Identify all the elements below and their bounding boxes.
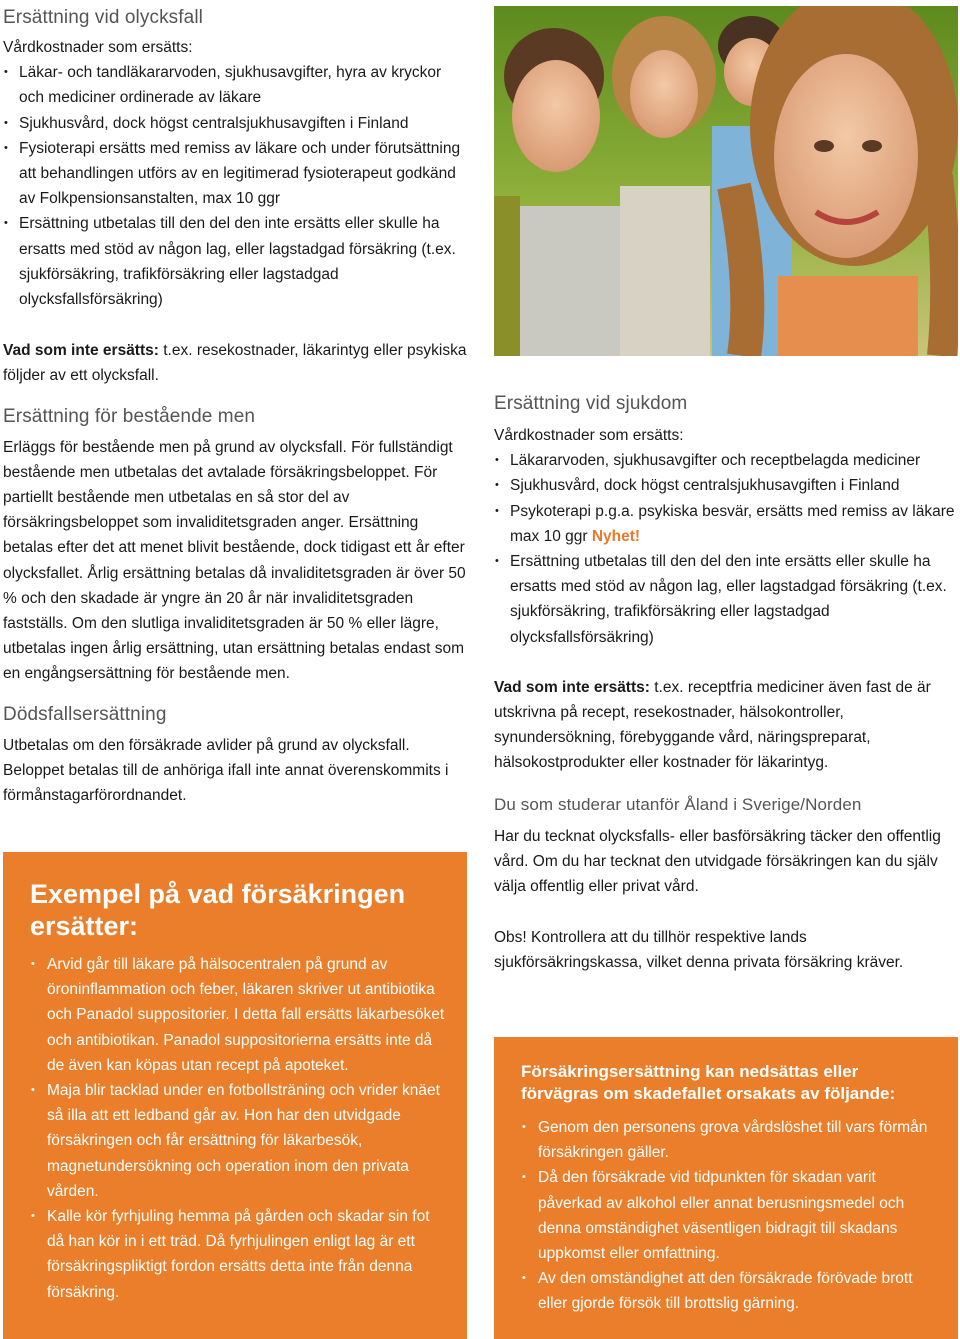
list-item-text: Psykoterapi p.g.a. psykiska besvär, ersätts med remiss av läkare max 10 ggr xyxy=(510,502,955,545)
not-covered-text: t.ex. resekostnader, läkarintyg eller psykiska följder av ett olycksfall. xyxy=(3,342,467,385)
dodsfall-heading: Dödsfallsersättning xyxy=(3,703,167,725)
list-item: • Arvid går till läkare på hälsocentralen på grund av öroninflammation och feber, läkaren skriver ut antibiotika och Panadol suppositorier. I detta fall ersätts läkarbesöket och antibiotikan. Panadol suppositorierna ersätts inte då de även kan köpas utan recept på apoteket. xyxy=(30,952,445,1078)
olycksfall-not-covered xyxy=(3,338,469,388)
list-item: • Läkar- och tandläkararvoden, sjukhusavgifter, hyra av kryckor och mediciner ordinerade av läkare xyxy=(3,60,469,110)
list-item: • Kalle kör fyrhjuling hemma på gården och skadar sin fot då han kör in i ett träd. Då fyrhjulingen enligt lag är ett försäkringspliktigt fordon ersätts detta inte från denna försäkring. xyxy=(30,1204,445,1305)
reduction-box xyxy=(494,1037,958,1339)
left-column xyxy=(3,6,469,808)
list-item xyxy=(494,499,956,549)
olycksfall-list xyxy=(3,60,469,312)
sjukdom-intro: Vårdkostnader som ersätts: xyxy=(494,427,684,444)
not-covered-label: Vad som inte ersätts: xyxy=(3,342,159,360)
list-item: • Ersättning utbetalas till den del den inte ersätts eller skulle ha ersatts med stöd av någon lag, eller lagstadgad försäkring (t.ex. sjukförsäkring, trafikförsäkring eller lagstadgad olycksfallsförsäkring) xyxy=(3,211,469,312)
right-column xyxy=(494,392,956,976)
example-heading: Exempel på vad försäkringen ersätter: xyxy=(30,879,406,941)
example-list xyxy=(30,952,445,1305)
reduction-list xyxy=(521,1115,938,1317)
bestaende-heading: Ersättning för bestående men xyxy=(3,405,256,427)
not-covered-text: t.ex. receptfria mediciner även fast de är utskrivna på recept, resekostnader, hälsokontroller, synundersökning, förebyggande vård, näringspreparat, hälsokostprodukter eller kostnader för läkarintyg. xyxy=(494,678,931,772)
list-item: • Läkararvoden, sjukhusavgifter och receptbelagda mediciner xyxy=(494,448,956,473)
utanfor-text: Har du tecknat olycksfalls- eller basförsäkring täcker den offentlig vård. Om du har tecknat den utvidgade försäkringen kan du själv välja offentlig eller privat vård. xyxy=(494,827,941,896)
list-item: • Sjukhusvård, dock högst centralsjukhusavgiften i Finland xyxy=(494,473,956,498)
bestaende-text: Erläggs för bestående men på grund av olycksfall. För fullständigt bestående men utbetalas det avtalade försäkringsbeloppet. För partiellt bestående men utbetalas en så stor del av försäkringsbeloppet som invaliditetsgraden anger. Ersättning betalas efter det att menet blivit bestående, dock tidigast ett år efter olycksfallet. Årlig ersättning betalas då invaliditetsgraden är över 50 % och den skadade är yngre än 20 år när invaliditetsgraden fastställs. Om den slutliga invaliditetsgraden är 50 % eller lägre, utbetalas ingen årlig ersättning, utan ersättning betalas endast som en engångsersättning för bestående men. xyxy=(3,438,466,683)
new-badge: Nyhet! xyxy=(591,527,641,545)
list-item: • Fysioterapi ersätts med remiss av läkare och under förutsättning att behandlingen utförs av en legitimerad fysioterapeut godkänd av Folkpensionsanstalten, max 10 ggr xyxy=(3,136,469,212)
olycksfall-intro: Vårdkostnader som ersätts: xyxy=(3,39,193,56)
utanfor-heading: Du som studerar utanför Åland i Sverige/Norden xyxy=(494,794,862,814)
dodsfall-text: Utbetalas om den försäkrade avlider på grund av olycksfall. Beloppet betalas till de anhöriga ifall inte annat överenskommits i förmånstagarförordnandet. xyxy=(3,736,449,805)
list-item: • Genom den personens grova vårdslöshet till vars förmån försäkringen gäller. xyxy=(521,1115,938,1165)
sjukdom-list xyxy=(494,448,956,650)
sjukdom-heading: Ersättning vid sjukdom xyxy=(494,393,688,414)
obs-note: Obs! Kontrollera att du tillhör respektive lands sjukförsäkringskassa, vilket denna privata försäkring kräver. xyxy=(494,929,904,972)
list-item: • Ersättning utbetalas till den del den inte ersätts eller skulle ha ersatts med stöd av någon lag, eller lagstadgad försäkring (t.ex. sjukförsäkring, trafikförsäkring eller lagstadgad olycksfallsförsäkring) xyxy=(494,549,956,650)
olycksfall-heading: Ersättning vid olycksfall xyxy=(3,7,203,28)
list-item: • Då den försäkrade vid tidpunkten för skadan varit påverkad av alkohol eller annat berusningsmedel och denna omständighet väsentligen bidragit till skadans uppkomst eller omfattning. xyxy=(521,1165,938,1266)
list-item: • Av den omständighet att den försäkrade förövade brott eller gjorde försök till brottslig gärning. xyxy=(521,1266,938,1316)
students-photo xyxy=(494,6,958,356)
list-item: • Maja blir tacklad under en fotbollsträning och vrider knäet så illa att ett ledband går av. Hon har den utvidgade försäkringen och får ersättning för läkarbesök, magnetundersökning och operation inom den privata vården. xyxy=(30,1078,445,1204)
example-box xyxy=(3,852,467,1339)
list-item: • Sjukhusvård, dock högst centralsjukhusavgiften i Finland xyxy=(3,111,469,136)
not-covered-label: Vad som inte ersätts: xyxy=(494,678,650,696)
reduction-heading: Försäkringsersättning kan nedsättas eller förvägras om skadefallet orsakats av följande: xyxy=(521,1062,896,1103)
sjukdom-not-covered xyxy=(494,675,956,776)
